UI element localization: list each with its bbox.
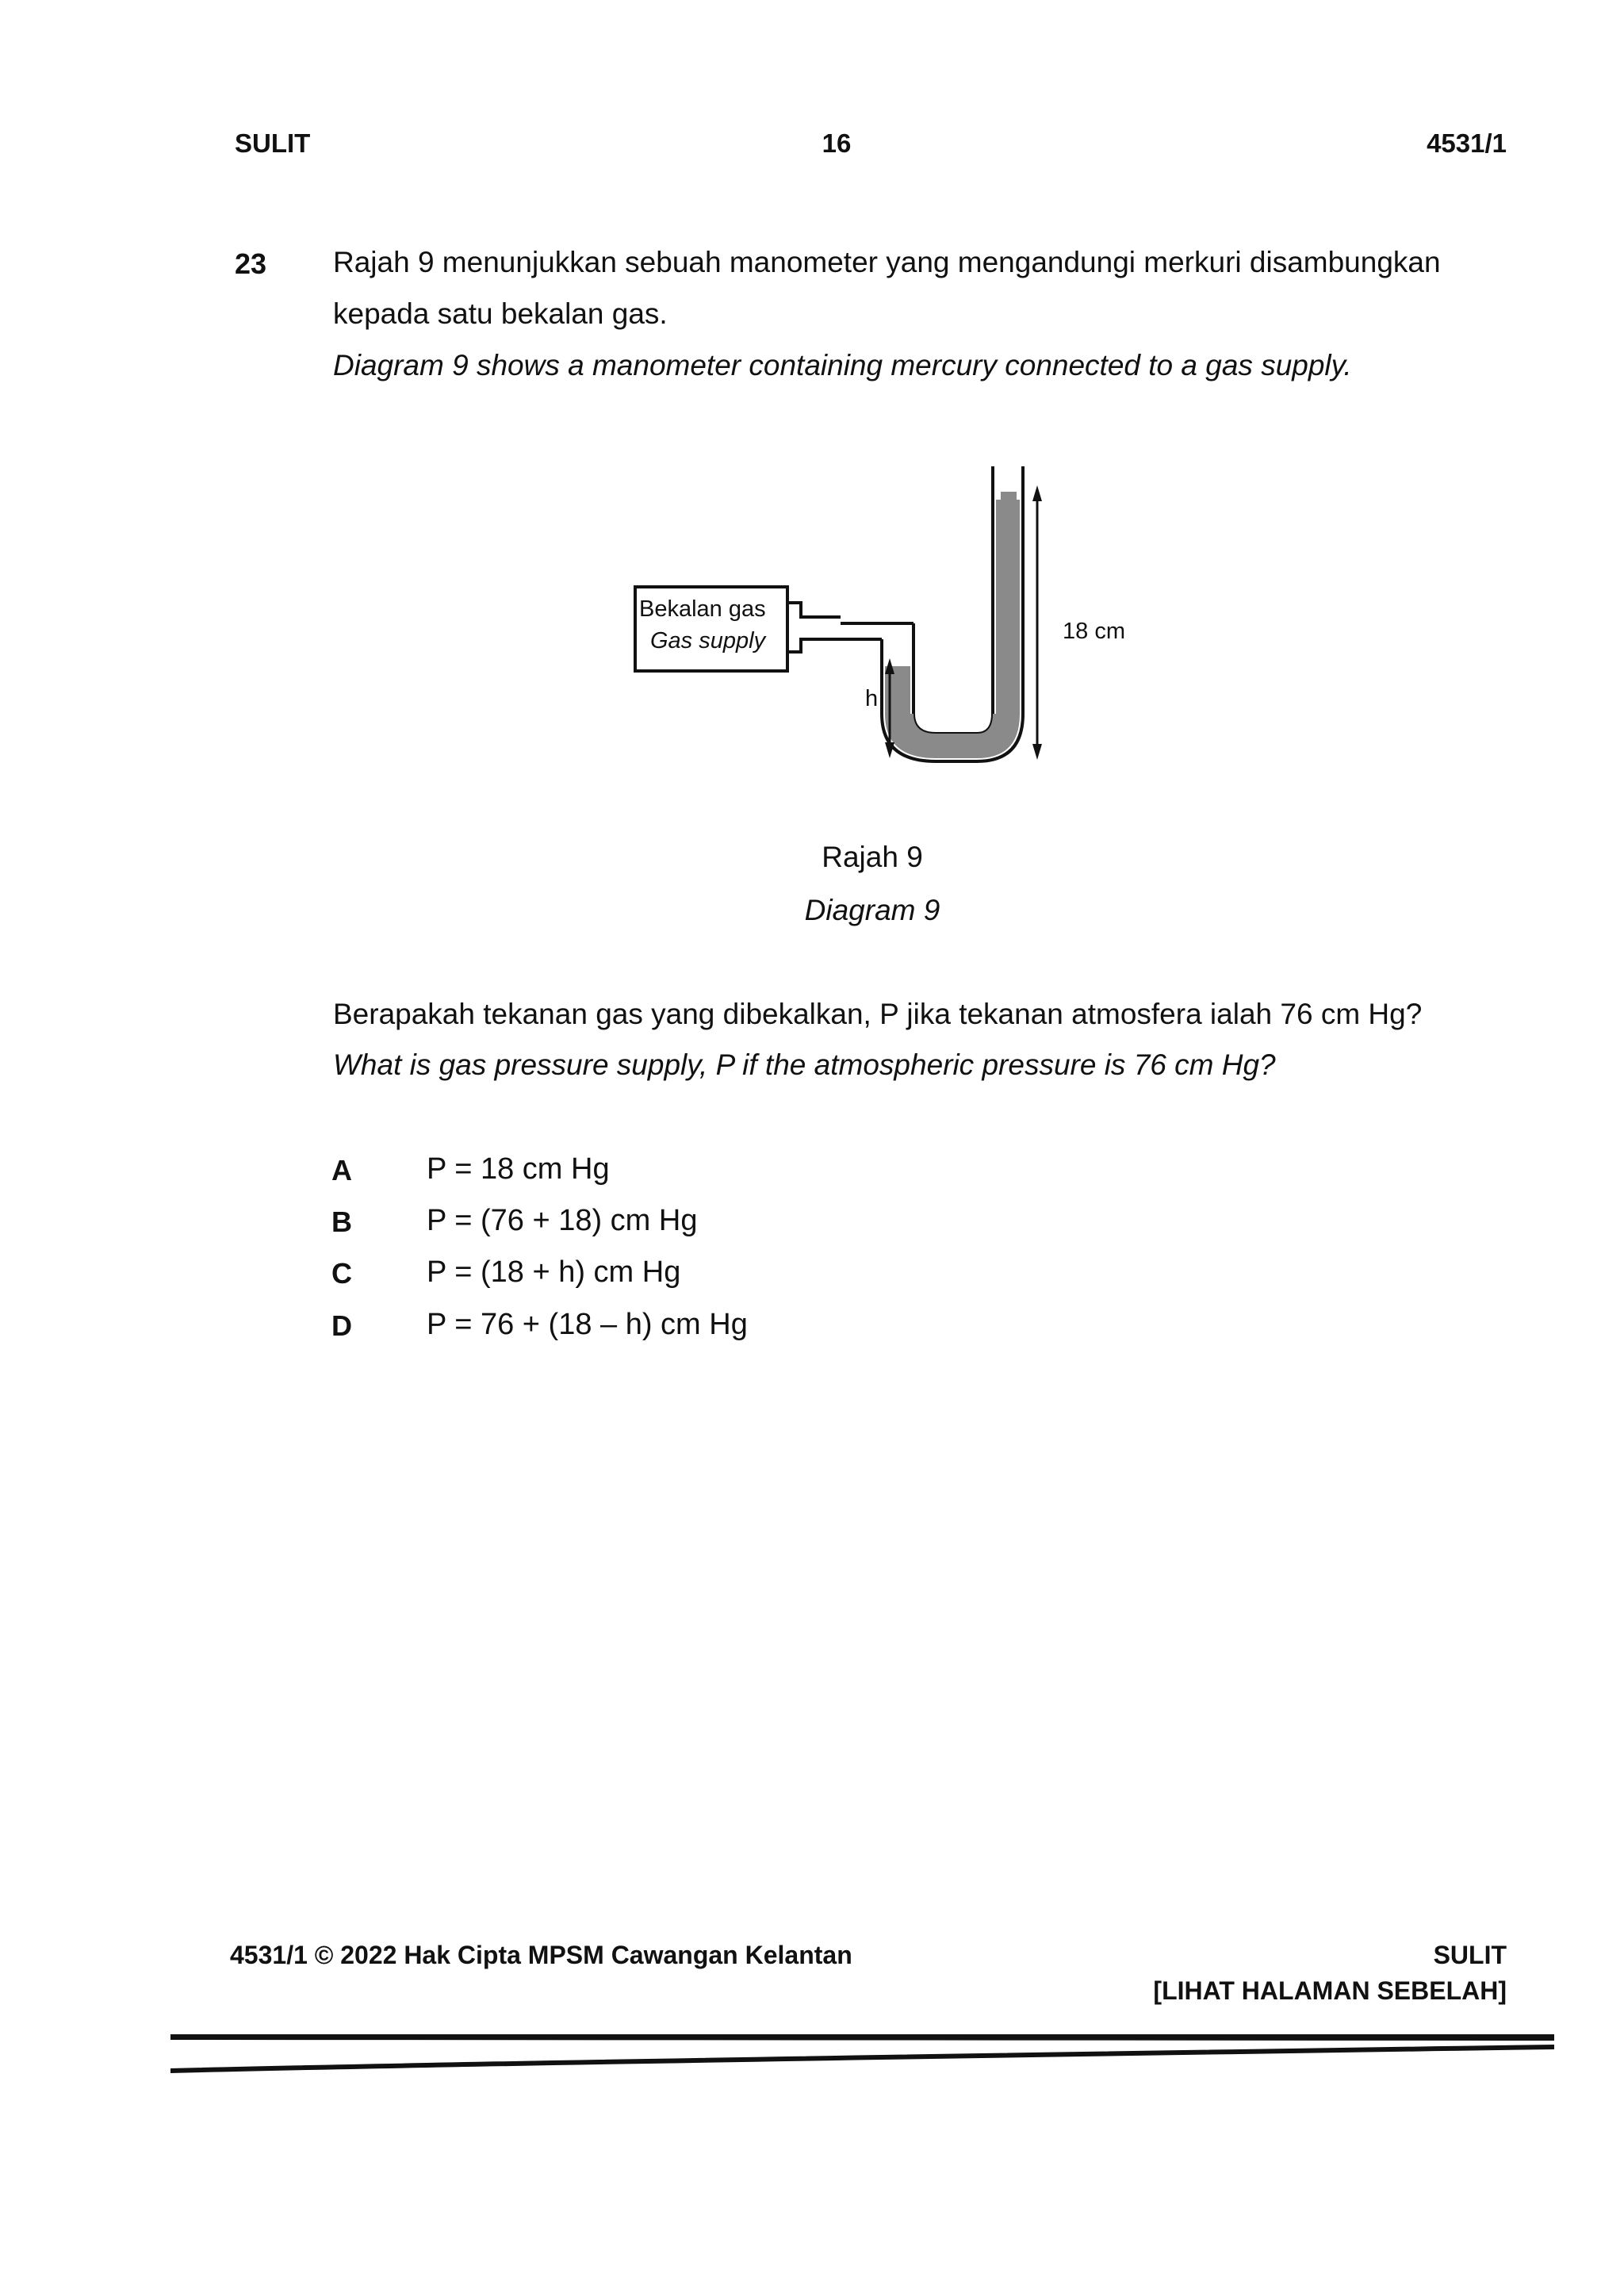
option-letter: A bbox=[331, 1154, 352, 1186]
page-number: 16 bbox=[822, 128, 852, 158]
question-text-malay-line2: kepada satu bekalan gas. bbox=[333, 297, 668, 330]
gas-supply-label-english: Gas supply bbox=[650, 628, 766, 654]
h-label: h bbox=[865, 686, 879, 711]
question-number: 23 bbox=[235, 247, 267, 280]
footer-copyright: 4531/1 © 2022 Hak Cipta MPSM Cawangan Kelantan bbox=[230, 1941, 852, 1969]
option-text: P = 76 + (18 – h) cm Hg bbox=[427, 1308, 748, 1341]
option-text: P = 18 cm Hg bbox=[427, 1152, 610, 1186]
column-height-label: 18 cm bbox=[1063, 619, 1125, 644]
option-letter: D bbox=[331, 1309, 352, 1342]
footer-sulit: SULIT bbox=[1433, 1941, 1507, 1969]
prompt-english: What is gas pressure supply, P if the atmospheric pressure is 76 cm Hg? bbox=[333, 1048, 1276, 1081]
question-text-malay-line1: Rajah 9 menunjukkan sebuah manometer yang mengandungi merkuri disambungkan bbox=[333, 246, 1441, 278]
prompt-malay: Berapakah tekanan gas yang dibekalkan, P jika tekanan atmosfera ialah 76 cm Hg? bbox=[333, 998, 1423, 1030]
option-letter: C bbox=[331, 1257, 352, 1290]
header-left: SULIT bbox=[235, 128, 311, 158]
option-letter: B bbox=[331, 1205, 352, 1238]
paper-code: 4531/1 bbox=[1427, 128, 1507, 158]
diagram-caption-malay: Rajah 9 bbox=[822, 841, 923, 873]
option-text: P = (76 + 18) cm Hg bbox=[427, 1204, 698, 1237]
gas-supply-label-malay: Bekalan gas bbox=[639, 596, 766, 622]
option-text: P = (18 + h) cm Hg bbox=[427, 1255, 681, 1289]
question-text-english: Diagram 9 shows a manometer containing mercury connected to a gas supply. bbox=[333, 349, 1352, 381]
diagram-caption-english: Diagram 9 bbox=[804, 894, 940, 926]
footer-next-page: [LIHAT HALAMAN SEBELAH] bbox=[1153, 1976, 1507, 2005]
